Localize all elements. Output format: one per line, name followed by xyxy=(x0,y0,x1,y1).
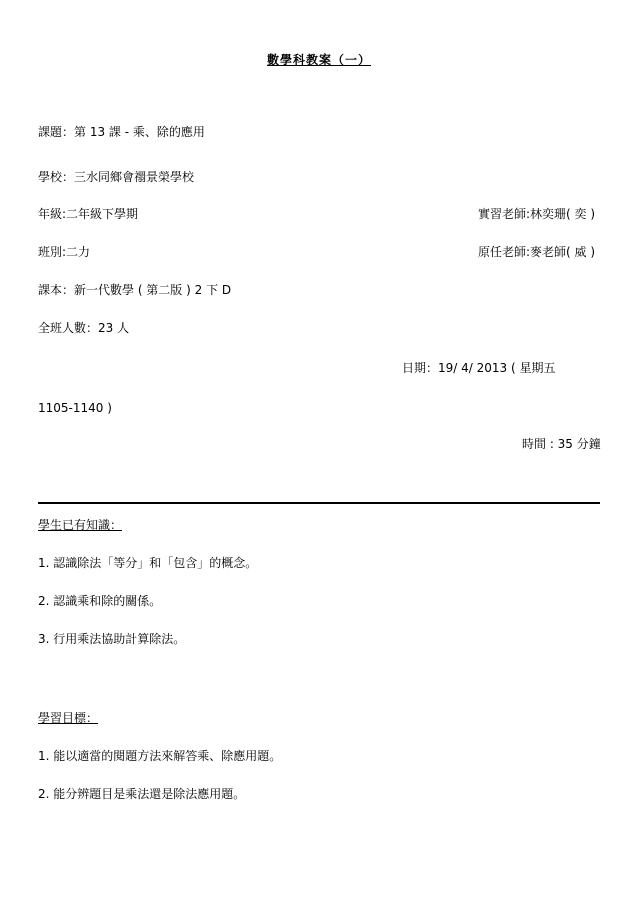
prior-knowledge-item: 1. 認識除法「等分」和「包含」的概念。 xyxy=(38,556,258,570)
page-title xyxy=(0,51,638,68)
textbook-line: 課本：新一代數學 ( 第二版 ) 2 下 D xyxy=(38,283,232,297)
duration-line: 時間 : 35 分鐘 xyxy=(522,437,601,451)
topic-line: 課題：第 13 課 - 乘、除的應用 xyxy=(38,125,205,139)
class-size-line: 全班人數：23 人 xyxy=(38,321,130,335)
student-teacher-line: 實習老師:林奕珊( 奕 ) xyxy=(478,207,596,221)
grade-line: 年級:二年級下學期 xyxy=(38,207,139,221)
time-range-line: 1105-1140 ) xyxy=(38,401,112,415)
prior-knowledge-heading: 學生已有知識： xyxy=(38,518,123,532)
objectives-heading: 學習目標： xyxy=(38,711,99,725)
school-line: 學校：三水同鄉會禤景榮學校 xyxy=(38,170,195,184)
original-teacher-line: 原任老師:麥老師( 威 ) xyxy=(478,245,596,259)
date-line: 日期：19/ 4/ 2013 ( 星期五 xyxy=(402,361,556,375)
objective-item: 1. 能以適當的閱題方法來解答乘、除應用題。 xyxy=(38,749,282,763)
prior-knowledge-item: 3. 行用乘法協助計算除法。 xyxy=(38,632,186,646)
class-line: 班別:二力 xyxy=(38,245,91,259)
section-divider xyxy=(38,502,600,504)
page-title-text: 數學科教案（一） xyxy=(266,53,371,67)
objective-item: 2. 能分辨題目是乘法還是除法應用題。 xyxy=(38,787,246,801)
prior-knowledge-item: 2. 認識乘和除的關係。 xyxy=(38,594,162,608)
